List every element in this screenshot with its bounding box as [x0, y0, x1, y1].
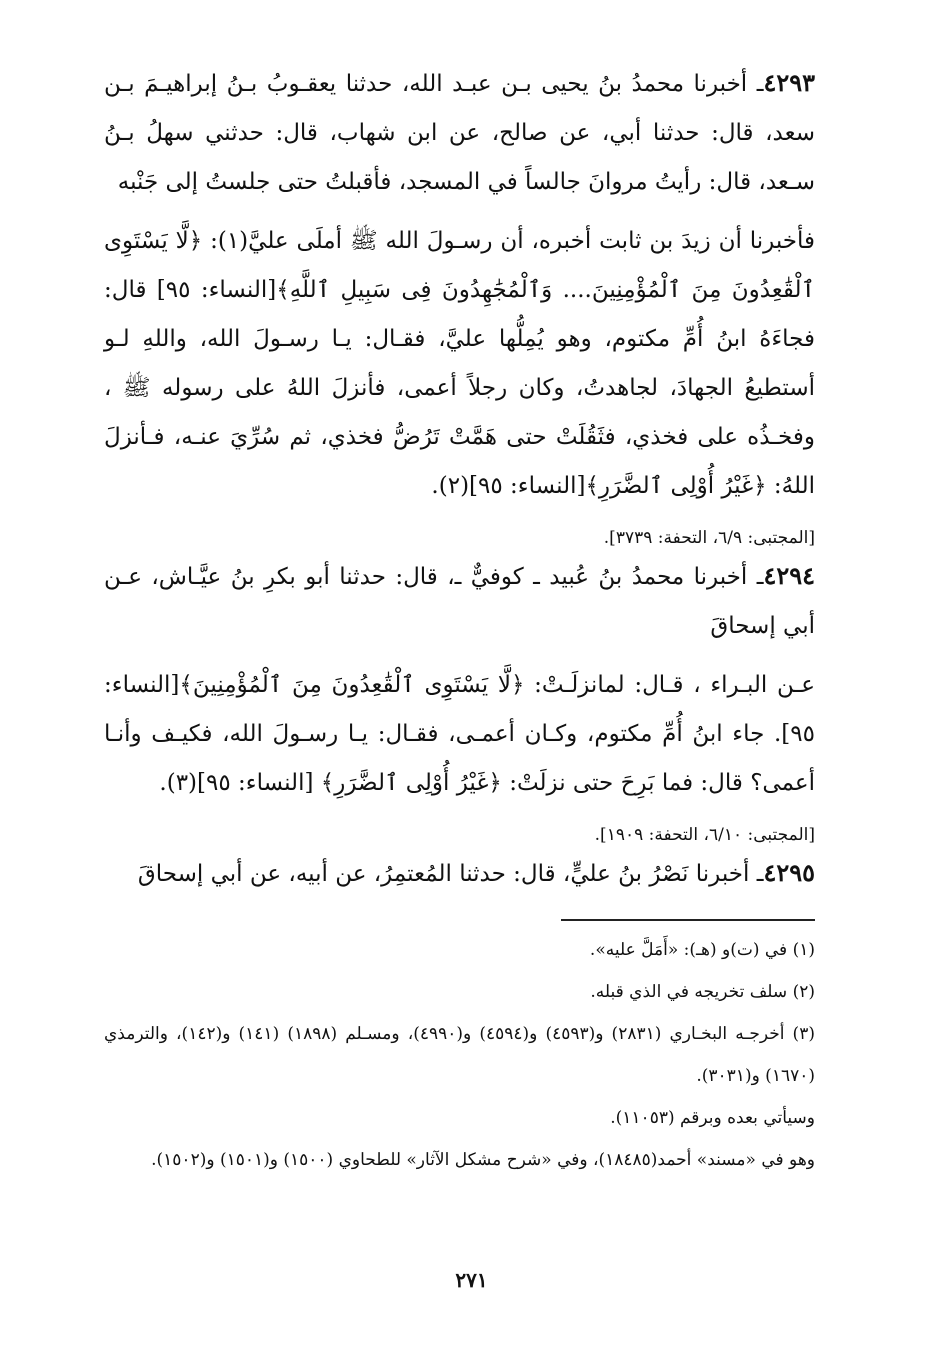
footnote-separator [561, 919, 815, 921]
hadith-4294-reference: [المجتبى: ٦/١٠، التحفة: ١٩٠٩]. [594, 825, 815, 845]
footnote: (٣) أخرجـه البخـاري (٢٨٣١) و(٤٥٩٣) و(٤٥٩٤) و(٤٩٩٠)، ومسـلم (١٨٩٨) (١٤١) و(١٤٢)، والترمذي (١٦٧٠) و(٣٠٣١). [104, 1024, 815, 1086]
hadith-number: ٤٢٩٣ [763, 68, 815, 97]
hadith-4294-matn: عـن البـراء ، قـال: لمانزلَـتْ: ﴿لَّا يَسْتَوِى ٱلْقَٰعِدُونَ مِنَ ٱلْمُؤْمِنِينَ﴾[النساء: ٩٥]. جاء ابنُ أُمِّ مكتوم، وكـان أعمـى، فقـال: يـا رسـولَ الله، فكيـف وأنـا أعمى؟ قال: فما بَرِحَ حتى نزلَتْ: ﴿غَيْرُ أُوْلِى ٱلضَّرَرِ﴾ [النساء: ٩٥](٣). [104, 672, 815, 796]
isnad-text: ـ أخبرنا نَصْرُ بنُ عليٍّ، قال: حدثنا المُعتمِرُ، عن أبيه، عن أبي إسحاقَ [137, 861, 764, 887]
footnotes [104, 929, 815, 1181]
footnote: وسيأتي بعده وبرقم (١١٠٥٣). [610, 1108, 815, 1128]
hadith-4294-isnad [104, 551, 815, 651]
hadith-4295-isnad [104, 848, 815, 899]
page-number: ٢٧١ [455, 1268, 488, 1292]
hadith-4293-reference: [المجتبى: ٦/٩، التحفة: ٣٧٣٩]. [603, 528, 815, 548]
isnad-text: ـ أخبرنا محمدُ بنُ يحيى بـن عبـد الله، حدثنا يعقـوبُ بـنُ إبراهيـمَ بـن سعد، قال: حدثنا أبي، عن صالح، عن ابن شهاب، قال: حدثني سهلُ بـنُ سـعد، قال: رأيتُ مروانَ جالساً في المسجد، فأقبلتُ حتى جلستُ إلى جَنْبه [104, 71, 815, 195]
footnote: (١) في (ت)و (هـ): «أَمَلَّ عليه». [589, 940, 815, 960]
isnad-text: ـ أخبرنا محمدُ بنُ عُبيد ـ كوفيٌّ ـ، قال: حدثنا أبو بكرِ بنُ عيَّـاش، عـن أبي إسحاقَ [104, 564, 815, 639]
hadith-number: ٤٢٩٥ [763, 858, 815, 887]
footnote: (٢) سلف تخريجه في الذي قبله. [590, 982, 815, 1002]
hadith-number: ٤٢٩٤ [763, 561, 815, 590]
hadith-4293-matn: فأخبرنا أن زيدَ بن ثابت أخبره، أن رسـولَ الله ﷺ أملَى عليَّ(١): ﴿لَّا يَسْتَوِى ٱلْقَٰعِدُونَ مِنَ ٱلْمُؤْمِنِينَ.... وَٱلْمُجَٰهِدُونَ فِى سَبِيلِ ٱللَّهِ﴾[النساء: ٩٥] قال: فجاءَهُ ابنُ أُمِّ مكتوم، وهو يُمِلُّها عليَّ، فقـال: يـا رسـولَ الله، واللهِ لـو أستطيعُ الجهادَ، لجاهدتُ، وكان رجلاً أعمى، فأنزلَ اللهُ على رسوله ﷺ ، وفخـذُه على فخذي، فثَقُلَتْ حتى هَمَّتْ تَرُضُّ فخذي، ثم سُرِّيَ عنـه، فـأنزلَ اللهُ: ﴿غَيْرُ أُوْلِى ٱلضَّرَرِ﴾[النساء: ٩٥](٢). [104, 228, 816, 499]
footnote: وهو في «مسند» أحمد(١٨٤٨٥)، وفي «شرح مشكل الآثار» للطحاوي (١٥٠٠) و(١٥٠١) و(١٥٠٢). [151, 1150, 815, 1170]
hadith-4293-isnad [104, 58, 815, 207]
